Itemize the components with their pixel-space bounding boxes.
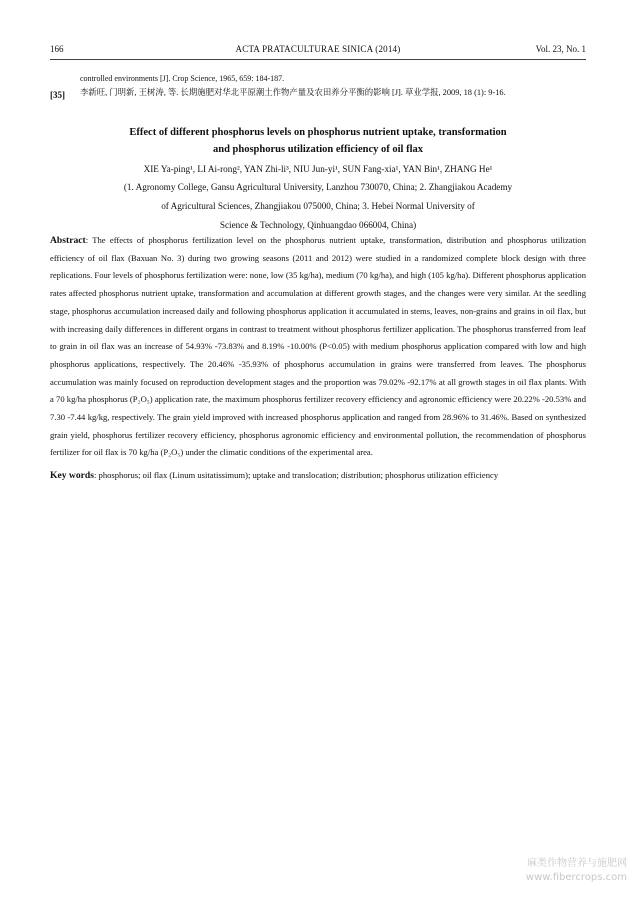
reference-item — [50, 72, 586, 86]
paper-title — [50, 124, 586, 158]
abstract-paragraph: Abstract: The effects of phosphorus fertilization level on the phosphorus nutrient uptake, transformation, distribution and phosphorus utilization efficiency of oil flax (Baxuan No. 3) during two growing seasons (2011 and 2012) were studied in a randomized complete block design with three replications. Four levels of phosphorus fertilization were: none, low (35 kg/ha), medium (70 kg/ha), and high (105 kg/ha). Different phosphorus application rates affected phosphorus nutrient uptake, transformation and accumulation at different growth stages, and the changes were very similar. At the seedling stage, phosphorus accumulation increased daily and following phosphorus application it accumulated in stems, leaves, non-grains and grains in oil flax, but with increasing daily differences in different organs in contrast to treatment without phosphorus fertilizer application. The phosphorus transferred from leaf to grain in oil flax was an increase of 54.93% -73.83% and 8.19% -10.00% (P<0.05) with medium phosphorus application compared with low and high phosphorus applications, respectively. The 20.46% -35.93% of phosphorus accumulation in grains were transferred from leaves. The phosphorus accumulation was mainly focused on reproduction development stages and the proportion was 79.02% -92.17% at all growth stages in oil flax plants. With a 70 kg/ha phosphorus (P₂O₅) application rate, the maximum phosphorus fertilizer recovery efficiency and agronomic efficiency were 20.22% -20.53% and 7.30 -7.44 kg/kg, respectively. The grain yield improved with increased phosphorus application and ranged from 28.96% to 31.46%. Based on synthesized grain yield, phosphorus fertilizer recovery efficiency, phosphorus agronomic efficiency and environmental pollution, the recommendation of phosphorus fertilizer for oil flax is 70 kg/ha (P₂O₅) under the climatic conditions of the experimental area. — [50, 235, 586, 458]
reference-number: [35] — [50, 90, 65, 100]
volume-issue: Vol. 23, No. 1 — [535, 44, 586, 54]
abstract-section — [50, 232, 586, 485]
author-list: XIE Ya-ping¹, LI Ai-rong², YAN Zhi-li³, NIU Jun-yi¹, SUN Fang-xia¹, YAN Bin¹, ZHANG He¹ — [143, 164, 493, 174]
header-rule — [50, 59, 586, 60]
keywords-label: Key words — [50, 470, 94, 482]
abstract-text: The effects of phosphorus fertilization level on the phosphorus nutrient uptake, transformation, distribution and phosphorus utilization efficiency of oil flax (Baxuan No. 3) during two growing seasons (2011 and 2012) were studied in a randomized complete block design with three replications. Four levels of phosphorus fertilization were: none, low (35 kg/ha), medium (70 kg/ha), and high (105 kg/ha). Different phosphorus application rates affected phosphorus nutrient uptake, transformation and accumulation at different growth stages, and the changes were very similar. At the seedling stage, phosphorus accumulation increased daily and following phosphorus application it accumulated in stems, leaves, non-grains and grains in oil flax, but with increasing daily differences in different organs in contrast to treatment without phosphorus fertilizer application. The phosphorus transferred from leaf to grain in oil flax was an increase of 54.93% -73.83% and 8.19% -10.00% (P<0.05) with medium phosphorus application compared with low and high phosphorus applications, respectively. The 20.46% -35.93% of phosphorus accumulation in grains were transferred from leaves. The phosphorus accumulation was mainly focused on reproduction development stages and the proportion was 79.02% -92.17% at all growth stages in oil flax plants. With a 70 kg/ha phosphorus (P₂O₅) application rate, the maximum phosphorus fertilizer recovery efficiency and agronomic efficiency were 20.22% -20.53% and 7.30 -7.44 kg/kg, respectively. The grain yield improved with increased phosphorus application and ranged from 28.96% to 31.46%. Based on synthesized grain yield, phosphorus fertilizer recovery efficiency, phosphorus agronomic efficiency and environmental pollution, the recommendation of phosphorus fertilizer for oil flax is 70 kg/ha (P₂O₅) under the climatic conditions of the experimental area. — [50, 235, 586, 458]
site-watermark — [526, 857, 627, 885]
affiliation-line: of Agricultural Sciences, Zhangjiakou 075000, China; 3. Hebei Normal University of — [161, 201, 475, 211]
page-number: 166 — [50, 44, 64, 54]
watermark-line: 麻类作物营养与施肥网 — [527, 858, 627, 869]
abstract-label: Abstract — [50, 235, 86, 246]
running-header — [50, 42, 586, 58]
affiliations — [50, 178, 586, 235]
journal-name: ACTA PRATACULTURAE SINICA (2014) — [235, 44, 401, 54]
watermark-line: www.fibercrops.com — [525, 872, 627, 883]
title-line: Effect of different phosphorus levels on phosphorus nutrient uptake, transformation — [129, 127, 507, 138]
keywords-paragraph: Key words: phosphorus; oil flax (Linum usitatissimum); uptake and translocation; distribution; phosphorus utilization efficiency — [50, 470, 499, 482]
affiliation-line: (1. Agronomy College, Gansu Agricultural University, Lanzhou 730070, China; 2. Zhangjiakou Academy — [123, 182, 513, 192]
keywords-text: phosphorus; oil flax (Linum usitatissimum); uptake and translocation; distribution; phosphorus utilization efficiency — [98, 470, 499, 481]
reference-list — [50, 72, 586, 100]
reference-text: controlled environments [J]. Crop Science, 1965, 659: 184-187. — [80, 74, 285, 83]
reference-item — [50, 86, 586, 100]
affiliation-line: Science & Technology, Qinhuangdao 066004, China) — [219, 220, 417, 230]
title-line: and phosphorus utilization efficiency of oil flax — [212, 144, 423, 155]
reference-text: 李新旺, 门明新, 王树涛, 等. 长期施肥对华北平原潮土作物产量及农田养分平衡的影响 [J]. 草业学报, 2009, 18 (1): 9-16. — [80, 88, 506, 97]
